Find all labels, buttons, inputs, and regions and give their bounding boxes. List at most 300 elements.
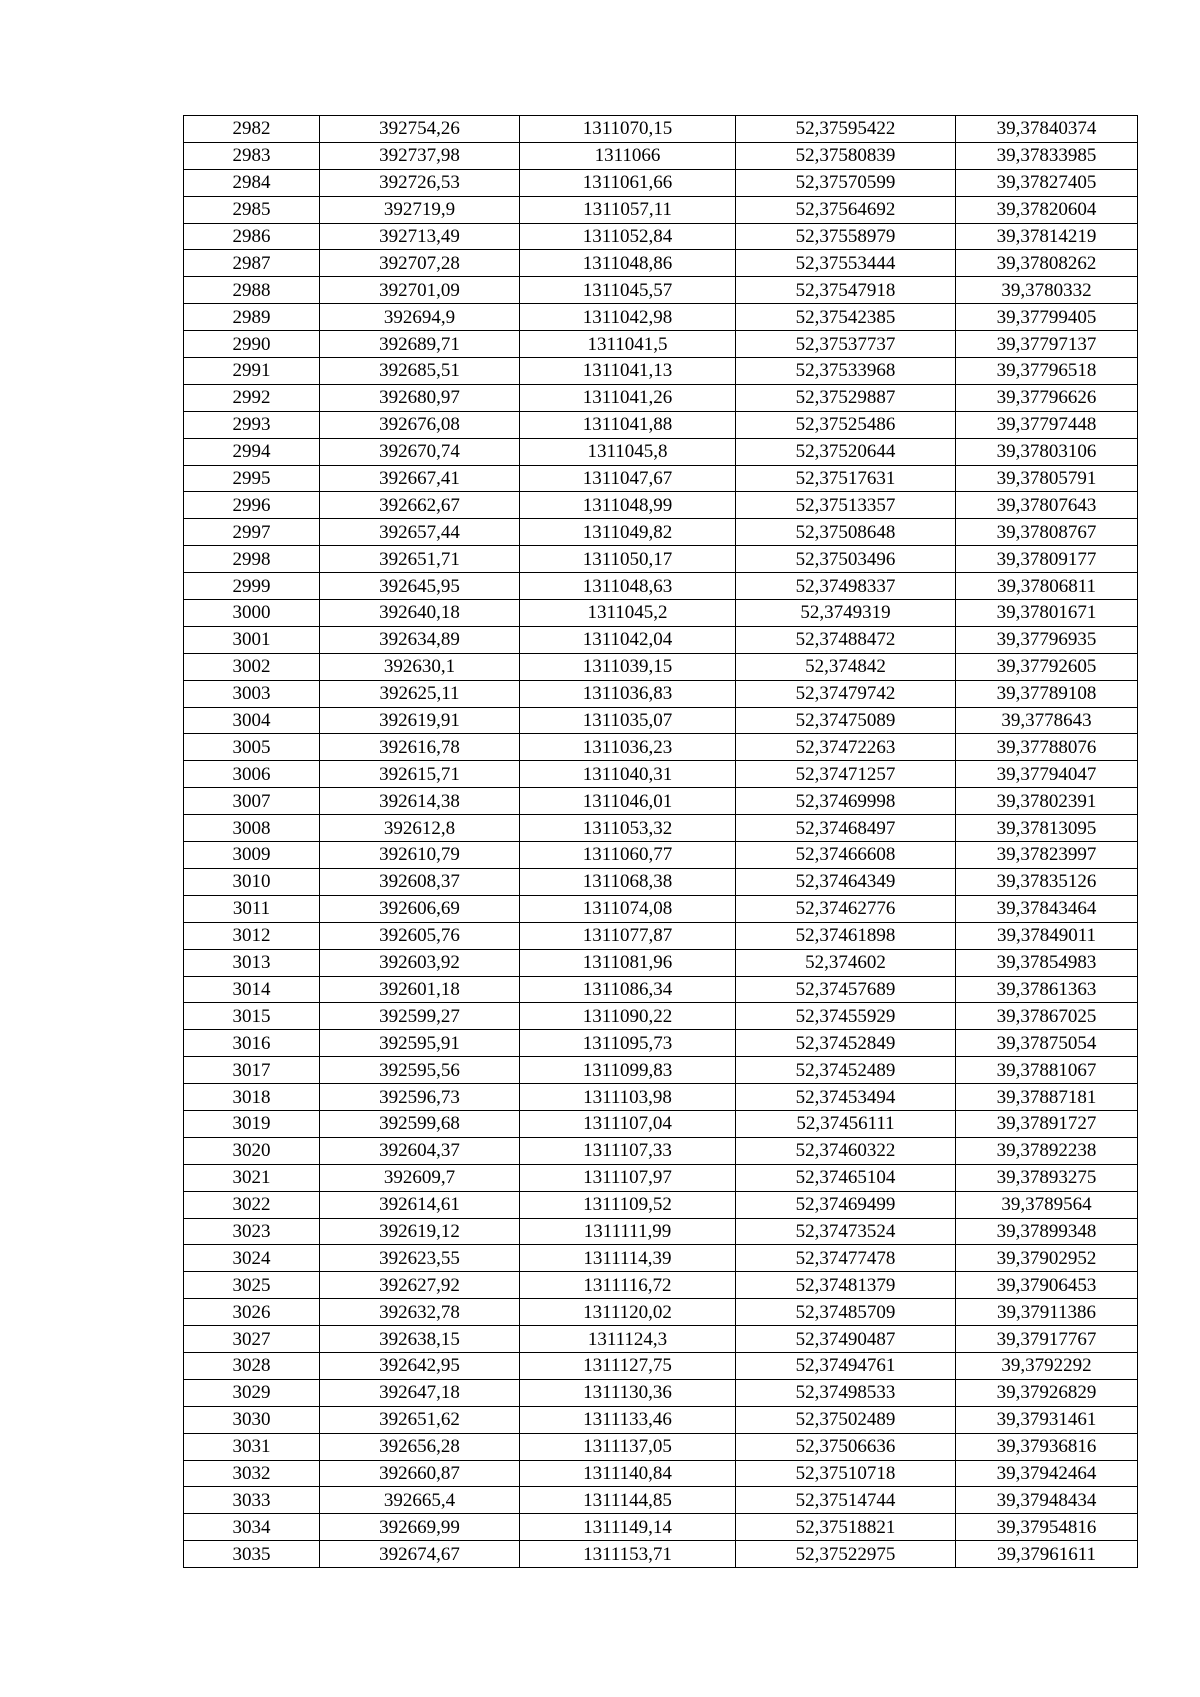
- latitude-cell: 52,374602: [736, 949, 956, 976]
- coord-y-cell: 1311144,85: [520, 1487, 736, 1514]
- coord-x-cell: 392685,51: [320, 358, 520, 385]
- coord-x-cell: 392707,28: [320, 250, 520, 277]
- latitude-cell: 52,37490487: [736, 1326, 956, 1353]
- latitude-cell: 52,37498533: [736, 1379, 956, 1406]
- table-row: [184, 1110, 1138, 1137]
- table-row: [184, 304, 1138, 331]
- coord-y-cell: 1311048,99: [520, 492, 736, 519]
- longitude-cell: 39,37806811: [956, 573, 1138, 600]
- longitude-cell: 39,37813095: [956, 815, 1138, 842]
- point-number-cell: 2993: [184, 411, 320, 438]
- coord-x-cell: 392651,71: [320, 546, 520, 573]
- coord-y-cell: 1311070,15: [520, 116, 736, 143]
- latitude-cell: 52,37514744: [736, 1487, 956, 1514]
- latitude-cell: 52,37481379: [736, 1272, 956, 1299]
- longitude-cell: 39,37906453: [956, 1272, 1138, 1299]
- longitude-cell: 39,3780332: [956, 277, 1138, 304]
- point-number-cell: 3017: [184, 1057, 320, 1084]
- longitude-cell: 39,37823997: [956, 842, 1138, 869]
- coord-y-cell: 1311047,67: [520, 465, 736, 492]
- longitude-cell: 39,37802391: [956, 788, 1138, 815]
- coord-x-cell: 392615,71: [320, 761, 520, 788]
- longitude-cell: 39,37807643: [956, 492, 1138, 519]
- coord-x-cell: 392726,53: [320, 169, 520, 196]
- latitude-cell: 52,37506636: [736, 1433, 956, 1460]
- coord-x-cell: 392612,8: [320, 815, 520, 842]
- longitude-cell: 39,37881067: [956, 1057, 1138, 1084]
- coord-y-cell: 1311099,83: [520, 1057, 736, 1084]
- point-number-cell: 3018: [184, 1084, 320, 1111]
- coord-y-cell: 1311153,71: [520, 1541, 736, 1568]
- longitude-cell: 39,37849011: [956, 922, 1138, 949]
- latitude-cell: 52,37453494: [736, 1084, 956, 1111]
- coord-y-cell: 1311086,34: [520, 976, 736, 1003]
- latitude-cell: 52,37525486: [736, 411, 956, 438]
- table-row: [184, 1326, 1138, 1353]
- coord-x-cell: 392754,26: [320, 116, 520, 143]
- latitude-cell: 52,37469998: [736, 788, 956, 815]
- point-number-cell: 2984: [184, 169, 320, 196]
- coord-y-cell: 1311041,5: [520, 331, 736, 358]
- longitude-cell: 39,37854983: [956, 949, 1138, 976]
- longitude-cell: 39,37887181: [956, 1084, 1138, 1111]
- coord-y-cell: 1311095,73: [520, 1030, 736, 1057]
- coord-y-cell: 1311042,04: [520, 626, 736, 653]
- longitude-cell: 39,37861363: [956, 976, 1138, 1003]
- table-row: [184, 1379, 1138, 1406]
- table-row: [184, 1406, 1138, 1433]
- longitude-cell: 39,37843464: [956, 895, 1138, 922]
- coord-y-cell: 1311045,8: [520, 438, 736, 465]
- latitude-cell: 52,37468497: [736, 815, 956, 842]
- latitude-cell: 52,37503496: [736, 546, 956, 573]
- coord-x-cell: 392662,67: [320, 492, 520, 519]
- coord-y-cell: 1311077,87: [520, 922, 736, 949]
- coord-x-cell: 392660,87: [320, 1460, 520, 1487]
- longitude-cell: 39,37801671: [956, 600, 1138, 627]
- latitude-cell: 52,37473524: [736, 1218, 956, 1245]
- point-number-cell: 3003: [184, 680, 320, 707]
- longitude-cell: 39,37796935: [956, 626, 1138, 653]
- coord-x-cell: 392599,27: [320, 1003, 520, 1030]
- table-row: [184, 358, 1138, 385]
- coord-y-cell: 1311041,26: [520, 384, 736, 411]
- point-number-cell: 2999: [184, 573, 320, 600]
- table-row: [184, 223, 1138, 250]
- longitude-cell: 39,37788076: [956, 734, 1138, 761]
- coord-x-cell: 392608,37: [320, 868, 520, 895]
- coord-y-cell: 1311041,88: [520, 411, 736, 438]
- longitude-cell: 39,37796518: [956, 358, 1138, 385]
- latitude-cell: 52,37518821: [736, 1514, 956, 1541]
- latitude-cell: 52,37479742: [736, 680, 956, 707]
- table-row: [184, 277, 1138, 304]
- latitude-cell: 52,37508648: [736, 519, 956, 546]
- table-row: [184, 492, 1138, 519]
- latitude-cell: 52,37452849: [736, 1030, 956, 1057]
- coord-x-cell: 392630,1: [320, 653, 520, 680]
- table-row: [184, 1299, 1138, 1326]
- coord-y-cell: 1311049,82: [520, 519, 736, 546]
- latitude-cell: 52,37469499: [736, 1191, 956, 1218]
- point-number-cell: 3013: [184, 949, 320, 976]
- longitude-cell: 39,37893275: [956, 1164, 1138, 1191]
- coord-x-cell: 392605,76: [320, 922, 520, 949]
- point-number-cell: 2982: [184, 116, 320, 143]
- table-row: [184, 1352, 1138, 1379]
- point-number-cell: 3023: [184, 1218, 320, 1245]
- coord-x-cell: 392619,91: [320, 707, 520, 734]
- longitude-cell: 39,37805791: [956, 465, 1138, 492]
- point-number-cell: 2989: [184, 304, 320, 331]
- table-row: [184, 788, 1138, 815]
- coord-y-cell: 1311045,2: [520, 600, 736, 627]
- point-number-cell: 2991: [184, 358, 320, 385]
- coordinates-table-body: [184, 116, 1138, 1568]
- point-number-cell: 3011: [184, 895, 320, 922]
- coord-x-cell: 392647,18: [320, 1379, 520, 1406]
- point-number-cell: 2983: [184, 142, 320, 169]
- table-row: [184, 922, 1138, 949]
- point-number-cell: 3004: [184, 707, 320, 734]
- longitude-cell: 39,37840374: [956, 116, 1138, 143]
- coord-y-cell: 1311039,15: [520, 653, 736, 680]
- coord-x-cell: 392595,91: [320, 1030, 520, 1057]
- longitude-cell: 39,37891727: [956, 1110, 1138, 1137]
- coord-y-cell: 1311042,98: [520, 304, 736, 331]
- point-number-cell: 3033: [184, 1487, 320, 1514]
- latitude-cell: 52,37477478: [736, 1245, 956, 1272]
- point-number-cell: 2998: [184, 546, 320, 573]
- longitude-cell: 39,37902952: [956, 1245, 1138, 1272]
- table-row: [184, 1003, 1138, 1030]
- coord-y-cell: 1311050,17: [520, 546, 736, 573]
- longitude-cell: 39,37814219: [956, 223, 1138, 250]
- coord-x-cell: 392627,92: [320, 1272, 520, 1299]
- coord-y-cell: 1311107,33: [520, 1137, 736, 1164]
- point-number-cell: 3030: [184, 1406, 320, 1433]
- coord-y-cell: 1311130,36: [520, 1379, 736, 1406]
- table-row: [184, 1191, 1138, 1218]
- latitude-cell: 52,37517631: [736, 465, 956, 492]
- table-row: [184, 734, 1138, 761]
- point-number-cell: 3024: [184, 1245, 320, 1272]
- latitude-cell: 52,37498337: [736, 573, 956, 600]
- longitude-cell: 39,37827405: [956, 169, 1138, 196]
- point-number-cell: 3009: [184, 842, 320, 869]
- latitude-cell: 52,37488472: [736, 626, 956, 653]
- table-row: [184, 626, 1138, 653]
- latitude-cell: 52,37502489: [736, 1406, 956, 1433]
- longitude-cell: 39,37808767: [956, 519, 1138, 546]
- coord-x-cell: 392632,78: [320, 1299, 520, 1326]
- coord-x-cell: 392638,15: [320, 1326, 520, 1353]
- longitude-cell: 39,37820604: [956, 196, 1138, 223]
- longitude-cell: 39,37961611: [956, 1541, 1138, 1568]
- table-row: [184, 707, 1138, 734]
- coord-x-cell: 392623,55: [320, 1245, 520, 1272]
- table-row: [184, 573, 1138, 600]
- point-number-cell: 3006: [184, 761, 320, 788]
- coord-x-cell: 392640,18: [320, 600, 520, 627]
- point-number-cell: 2994: [184, 438, 320, 465]
- coord-x-cell: 392619,12: [320, 1218, 520, 1245]
- table-row: [184, 680, 1138, 707]
- coord-x-cell: 392595,56: [320, 1057, 520, 1084]
- coord-x-cell: 392601,18: [320, 976, 520, 1003]
- coord-x-cell: 392614,61: [320, 1191, 520, 1218]
- point-number-cell: 3012: [184, 922, 320, 949]
- longitude-cell: 39,37799405: [956, 304, 1138, 331]
- coord-y-cell: 1311127,75: [520, 1352, 736, 1379]
- coord-y-cell: 1311124,3: [520, 1326, 736, 1353]
- point-number-cell: 2987: [184, 250, 320, 277]
- latitude-cell: 52,37456111: [736, 1110, 956, 1137]
- coord-y-cell: 1311052,84: [520, 223, 736, 250]
- longitude-cell: 39,37803106: [956, 438, 1138, 465]
- coord-y-cell: 1311041,13: [520, 358, 736, 385]
- latitude-cell: 52,37558979: [736, 223, 956, 250]
- longitude-cell: 39,37808262: [956, 250, 1138, 277]
- latitude-cell: 52,37452489: [736, 1057, 956, 1084]
- longitude-cell: 39,37954816: [956, 1514, 1138, 1541]
- point-number-cell: 3015: [184, 1003, 320, 1030]
- longitude-cell: 39,37835126: [956, 868, 1138, 895]
- latitude-cell: 52,37510718: [736, 1460, 956, 1487]
- latitude-cell: 52,37475089: [736, 707, 956, 734]
- coord-x-cell: 392669,99: [320, 1514, 520, 1541]
- coord-y-cell: 1311107,97: [520, 1164, 736, 1191]
- coord-y-cell: 1311109,52: [520, 1191, 736, 1218]
- point-number-cell: 3020: [184, 1137, 320, 1164]
- latitude-cell: 52,37462776: [736, 895, 956, 922]
- coord-y-cell: 1311140,84: [520, 1460, 736, 1487]
- latitude-cell: 52,37513357: [736, 492, 956, 519]
- point-number-cell: 2988: [184, 277, 320, 304]
- table-row: [184, 842, 1138, 869]
- coord-x-cell: 392737,98: [320, 142, 520, 169]
- table-row: [184, 1272, 1138, 1299]
- latitude-cell: 52,37570599: [736, 169, 956, 196]
- table-row: [184, 331, 1138, 358]
- table-row: [184, 1218, 1138, 1245]
- latitude-cell: 52,37457689: [736, 976, 956, 1003]
- table-row: [184, 761, 1138, 788]
- longitude-cell: 39,37926829: [956, 1379, 1138, 1406]
- table-row: [184, 250, 1138, 277]
- point-number-cell: 3008: [184, 815, 320, 842]
- longitude-cell: 39,3778643: [956, 707, 1138, 734]
- coord-x-cell: 392625,11: [320, 680, 520, 707]
- table-row: [184, 1030, 1138, 1057]
- longitude-cell: 39,37794047: [956, 761, 1138, 788]
- coord-y-cell: 1311074,08: [520, 895, 736, 922]
- latitude-cell: 52,37465104: [736, 1164, 956, 1191]
- point-number-cell: 3032: [184, 1460, 320, 1487]
- coord-y-cell: 1311066: [520, 142, 736, 169]
- point-number-cell: 3001: [184, 626, 320, 653]
- longitude-cell: 39,37936816: [956, 1433, 1138, 1460]
- coord-y-cell: 1311035,07: [520, 707, 736, 734]
- point-number-cell: 3035: [184, 1541, 320, 1568]
- coordinates-table: [183, 115, 1138, 1568]
- table-row: [184, 411, 1138, 438]
- coord-y-cell: 1311036,83: [520, 680, 736, 707]
- latitude-cell: 52,37564692: [736, 196, 956, 223]
- table-row: [184, 895, 1138, 922]
- coord-y-cell: 1311068,38: [520, 868, 736, 895]
- coord-x-cell: 392656,28: [320, 1433, 520, 1460]
- coord-y-cell: 1311057,11: [520, 196, 736, 223]
- longitude-cell: 39,37796626: [956, 384, 1138, 411]
- point-number-cell: 2997: [184, 519, 320, 546]
- point-number-cell: 3019: [184, 1110, 320, 1137]
- table-row: [184, 949, 1138, 976]
- point-number-cell: 3005: [184, 734, 320, 761]
- point-number-cell: 2985: [184, 196, 320, 223]
- latitude-cell: 52,37537737: [736, 331, 956, 358]
- coord-x-cell: 392701,09: [320, 277, 520, 304]
- latitude-cell: 52,37455929: [736, 1003, 956, 1030]
- coord-y-cell: 1311114,39: [520, 1245, 736, 1272]
- coord-y-cell: 1311036,23: [520, 734, 736, 761]
- table-row: [184, 519, 1138, 546]
- point-number-cell: 3034: [184, 1514, 320, 1541]
- point-number-cell: 3031: [184, 1433, 320, 1460]
- table-row: [184, 1433, 1138, 1460]
- latitude-cell: 52,37553444: [736, 250, 956, 277]
- coord-y-cell: 1311133,46: [520, 1406, 736, 1433]
- latitude-cell: 52,37522975: [736, 1541, 956, 1568]
- latitude-cell: 52,37580839: [736, 142, 956, 169]
- coord-y-cell: 1311040,31: [520, 761, 736, 788]
- coord-x-cell: 392606,69: [320, 895, 520, 922]
- table-row: [184, 1137, 1138, 1164]
- longitude-cell: 39,3792292: [956, 1352, 1138, 1379]
- coord-x-cell: 392713,49: [320, 223, 520, 250]
- table-row: [184, 653, 1138, 680]
- coord-x-cell: 392634,89: [320, 626, 520, 653]
- latitude-cell: 52,37485709: [736, 1299, 956, 1326]
- point-number-cell: 3016: [184, 1030, 320, 1057]
- coord-x-cell: 392616,78: [320, 734, 520, 761]
- latitude-cell: 52,37542385: [736, 304, 956, 331]
- coord-y-cell: 1311120,02: [520, 1299, 736, 1326]
- latitude-cell: 52,37520644: [736, 438, 956, 465]
- table-row: [184, 546, 1138, 573]
- longitude-cell: 39,37809177: [956, 546, 1138, 573]
- coord-y-cell: 1311137,05: [520, 1433, 736, 1460]
- coord-x-cell: 392599,68: [320, 1110, 520, 1137]
- table-row: [184, 1487, 1138, 1514]
- table-row: [184, 1057, 1138, 1084]
- coord-y-cell: 1311090,22: [520, 1003, 736, 1030]
- coord-y-cell: 1311111,99: [520, 1218, 736, 1245]
- table-row: [184, 384, 1138, 411]
- point-number-cell: 3010: [184, 868, 320, 895]
- coord-x-cell: 392680,97: [320, 384, 520, 411]
- coord-y-cell: 1311060,77: [520, 842, 736, 869]
- table-row: [184, 1514, 1138, 1541]
- longitude-cell: 39,37942464: [956, 1460, 1138, 1487]
- longitude-cell: 39,37911386: [956, 1299, 1138, 1326]
- latitude-cell: 52,3749319: [736, 600, 956, 627]
- point-number-cell: 2990: [184, 331, 320, 358]
- coord-x-cell: 392610,79: [320, 842, 520, 869]
- latitude-cell: 52,37533968: [736, 358, 956, 385]
- table-row: [184, 196, 1138, 223]
- table-row: [184, 116, 1138, 143]
- longitude-cell: 39,37797137: [956, 331, 1138, 358]
- latitude-cell: 52,374842: [736, 653, 956, 680]
- coord-x-cell: 392676,08: [320, 411, 520, 438]
- table-row: [184, 142, 1138, 169]
- coord-x-cell: 392614,38: [320, 788, 520, 815]
- point-number-cell: 3007: [184, 788, 320, 815]
- longitude-cell: 39,37931461: [956, 1406, 1138, 1433]
- coord-y-cell: 1311116,72: [520, 1272, 736, 1299]
- table-row: [184, 1541, 1138, 1568]
- latitude-cell: 52,37529887: [736, 384, 956, 411]
- coord-y-cell: 1311061,66: [520, 169, 736, 196]
- table-row: [184, 1164, 1138, 1191]
- coord-x-cell: 392694,9: [320, 304, 520, 331]
- point-number-cell: 3022: [184, 1191, 320, 1218]
- coord-x-cell: 392604,37: [320, 1137, 520, 1164]
- longitude-cell: 39,37875054: [956, 1030, 1138, 1057]
- longitude-cell: 39,37899348: [956, 1218, 1138, 1245]
- coord-y-cell: 1311048,86: [520, 250, 736, 277]
- longitude-cell: 39,37792605: [956, 653, 1138, 680]
- latitude-cell: 52,37472263: [736, 734, 956, 761]
- coord-x-cell: 392657,44: [320, 519, 520, 546]
- coord-x-cell: 392651,62: [320, 1406, 520, 1433]
- latitude-cell: 52,37471257: [736, 761, 956, 788]
- coord-x-cell: 392609,7: [320, 1164, 520, 1191]
- point-number-cell: 3027: [184, 1326, 320, 1353]
- point-number-cell: 2986: [184, 223, 320, 250]
- coord-y-cell: 1311046,01: [520, 788, 736, 815]
- coord-y-cell: 1311107,04: [520, 1110, 736, 1137]
- latitude-cell: 52,37461898: [736, 922, 956, 949]
- table-row: [184, 465, 1138, 492]
- coord-x-cell: 392642,95: [320, 1352, 520, 1379]
- point-number-cell: 3021: [184, 1164, 320, 1191]
- latitude-cell: 52,37494761: [736, 1352, 956, 1379]
- point-number-cell: 3026: [184, 1299, 320, 1326]
- coord-x-cell: 392674,67: [320, 1541, 520, 1568]
- longitude-cell: 39,37789108: [956, 680, 1138, 707]
- point-number-cell: 3014: [184, 976, 320, 1003]
- coord-x-cell: 392665,4: [320, 1487, 520, 1514]
- longitude-cell: 39,3789564: [956, 1191, 1138, 1218]
- table-row: [184, 815, 1138, 842]
- latitude-cell: 52,37460322: [736, 1137, 956, 1164]
- coord-y-cell: 1311053,32: [520, 815, 736, 842]
- table-row: [184, 1460, 1138, 1487]
- coord-x-cell: 392689,71: [320, 331, 520, 358]
- table-row: [184, 868, 1138, 895]
- latitude-cell: 52,37547918: [736, 277, 956, 304]
- longitude-cell: 39,37917767: [956, 1326, 1138, 1353]
- point-number-cell: 2996: [184, 492, 320, 519]
- longitude-cell: 39,37797448: [956, 411, 1138, 438]
- point-number-cell: 3000: [184, 600, 320, 627]
- coord-x-cell: 392667,41: [320, 465, 520, 492]
- coord-x-cell: 392603,92: [320, 949, 520, 976]
- point-number-cell: 3025: [184, 1272, 320, 1299]
- coord-y-cell: 1311045,57: [520, 277, 736, 304]
